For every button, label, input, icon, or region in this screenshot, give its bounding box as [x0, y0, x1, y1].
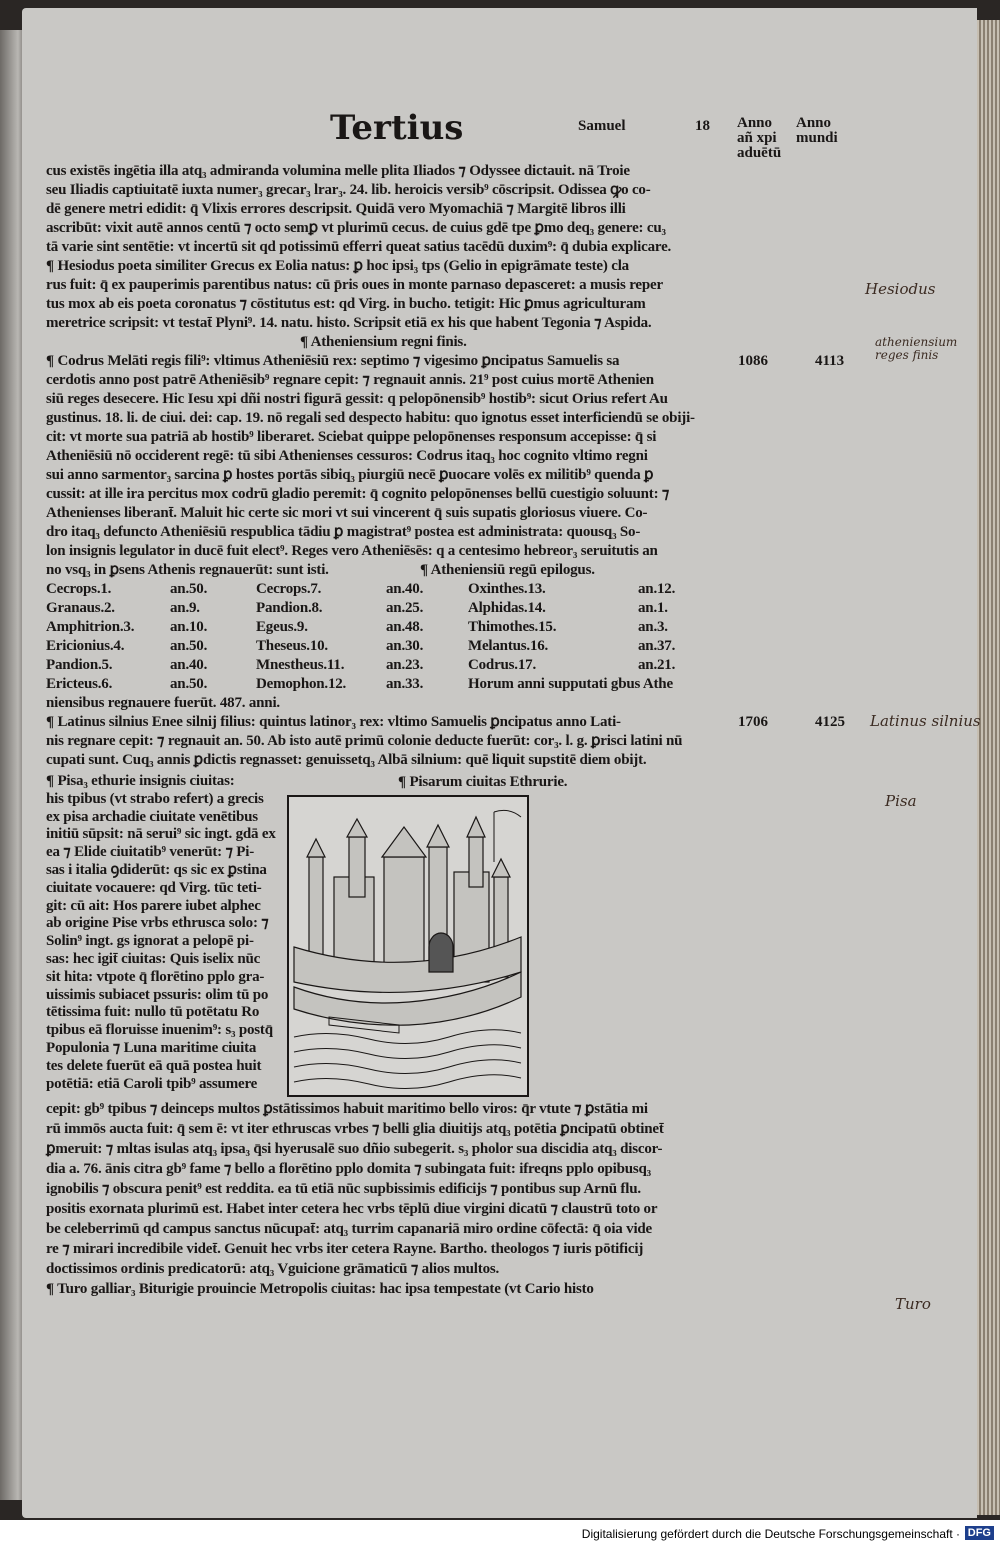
text-line: ¶ Pisa₃ ethurie insignis ciuitas: [46, 773, 235, 789]
text-line: ab origine Pise vrbs ethrusca solo: ⁊ [46, 915, 269, 932]
text-line: ¶ Hesiodus poeta similiter Grecus ex Eolia natus: ꝑ hoc ipsi₃ tps (Gelio in epigrāmate teste) cla [46, 258, 629, 274]
text-line: initiū sūpsit: nā serui⁹ sic ingt. gdā ex [46, 826, 276, 843]
kings-cell: an.40. [170, 657, 208, 673]
dfg-logo: DFG [965, 1526, 994, 1540]
heading-athens-kings: ¶ Atheniensiū regū epilogus. [420, 562, 595, 578]
kings-cell: Demophon.12. [256, 676, 347, 692]
text-homer [46, 162, 671, 257]
text-line: tus mox ab eis poeta coronatus ⁊ cōstitutus est: qd Virg. in bucho. tetigit: Hic ꝑmus agriculturam [46, 296, 646, 312]
text-line: cepit: gb⁹ tpibus ⁊ deinceps multos ꝑstātissimos habuit maritimo bello viros: q̄r vtute ⁊ ꝑstātia mi [46, 1101, 648, 1117]
kings-cell: an.37. [638, 638, 676, 654]
kings-cell: Pandion.5. [46, 657, 113, 673]
text-line: cerdotis anno post patrē Atheniēsib⁹ regnare cepit: ⁊ regnauit annis. 21⁹ post cuius mortē Athenien [46, 372, 654, 388]
kings-row [46, 599, 946, 618]
text-line: positis exornata plurimū est. Habet inter cetera hec vrbs tēplū diue virgini dicatū ⁊ claustrū toto or [46, 1201, 658, 1217]
kings-cell: an.25. [386, 600, 424, 616]
text-pisa-cont [46, 1099, 664, 1299]
text-line: sui anno sarmentor₃ sarcina ꝑ hostes portās sibiq₃ piurgiū necē ꝑuocare volēs ex militib⁹ quenda ꝑ [46, 467, 654, 483]
marginal-note: Turo [895, 1295, 931, 1313]
running-head: Samuel [578, 118, 626, 134]
kings-cell: an.1. [638, 600, 668, 616]
year-christ-codrus: 1086 [738, 353, 768, 369]
kings-cell: Thimothes.15. [468, 619, 557, 635]
text-line: siū reges desecere. Hic Iesu xpi dñi nostri figurā gessit: q pelopōnensib⁹ hostib⁹: sicut Orius refert Au [46, 391, 668, 407]
kings-row [46, 675, 946, 694]
text-line: be celeberrimū qd campus sanctus nūcupat̄: atq₃ turrim capanariā miro ordine cōfectā: q̄ oia vide [46, 1221, 653, 1237]
year-column-header-christ [737, 116, 781, 161]
kings-cell: an.3. [638, 619, 668, 635]
kings-cell: an.30. [386, 638, 424, 654]
text-line: no vsq₃ in ꝑsens Athenis regnauerūt: sunt isti. [46, 562, 329, 578]
text-line: gustinus. 18. li. de ciui. dei: cap. 19. nō regali sed despecto habitu: quo ignotus esset interficiendū se obiji- [46, 410, 695, 426]
text-line: tpibus eā floruisse inuenim⁹: s₃ postq̄ [46, 1022, 273, 1039]
kings-cell: an.40. [386, 581, 424, 597]
page-stack-edges [975, 20, 1000, 1515]
text-line: cit: vt morte sua patriā ab hostib⁹ liberaret. Sciebat quippe pelopōnenses responsum accepisse: q̄ si [46, 429, 657, 445]
text-codrus [46, 352, 695, 580]
marginal-note: Pisa [885, 792, 917, 810]
text-line: Athenienses liberant̄. Maluit hic certe sic mori vt sui vincerent q̄ suis supatis gloriosus viuere. Co- [46, 505, 648, 521]
kings-cell: Cecrops.7. [256, 581, 322, 597]
kings-cell: an.50. [170, 638, 208, 654]
page-title: Tertius [330, 108, 464, 148]
kings-cell: an.50. [170, 676, 208, 692]
text-line: sas: hec igit̄ ciuitas: Quis iselix nūc [46, 950, 261, 967]
text-line: tes delete fuerūt eā quā postea huit [46, 1057, 262, 1074]
text-pisa [46, 773, 276, 1093]
kings-cell: Amphitrion.3. [46, 619, 135, 635]
text-line: git: cū ait: Hos parere iubet alphec [46, 897, 261, 914]
text-line: Solin⁹ ingt. gs ignorat a pelopē pi- [46, 933, 254, 950]
kings-total: niensibus regnauere fuerūt. 487. anni. [46, 695, 280, 711]
kings-cell: Melantus.16. [468, 638, 549, 654]
text-line: seu Iliadis captiuitatē iuxta numer₃ grecar₃ lrar₃. 24. lib. heroicis versib⁹ cōscripsit. Odissea ꝙo co- [46, 182, 651, 198]
footer-credit: Digitalisierung gefördert durch die Deutsche Forschungsgemeinschaft · [581, 1527, 960, 1541]
kings-cell: Horum anni supputati gbus Athe [468, 676, 673, 692]
text-line: re ⁊ mirari incredibile videt̄. Genuit hec vrbs iter cetera Rayne. Bartho. theologos ⁊ iuris pōtificij [46, 1241, 644, 1257]
marginal-note: Hesiodus [865, 280, 936, 298]
kings-cell: an.50. [170, 581, 208, 597]
text-line: ex pisa archadie ciuitate venētibus [46, 808, 258, 825]
text-line: meretrice scripsit: vt testat̄ Plyni⁹. 14. natu. histo. Scripsit etiā ex his que habent Tegonia ⁊ Aspida. [46, 315, 652, 331]
col-label: Anno [737, 115, 773, 131]
text-line: sit hita: vtpote q̄ florētino pplo gra- [46, 968, 265, 985]
text-line: ignobilis ⁊ obscura penit⁹ est reddita. ea tū etiā nūc supbissimis edificijs ⁊ pontibus sup Arnū flu. [46, 1181, 641, 1197]
text-line: ¶ Latinus silnius Enee silnij filius: quintus latinor₃ rex: vltimo Samuelis ꝑncipatus anno Lati- [46, 714, 621, 730]
text-line: sas i italia ꝯdiderūt: qs sic ex ꝑstina [46, 861, 267, 878]
col-label: añ xpi [737, 130, 777, 146]
text-line: ¶ Codrus Melāti regis fili⁹: vltimus Atheniēsiū rex: septimo ⁊ vigesimo ꝑncipatus Samuelis sa [46, 353, 620, 369]
kings-row [46, 637, 946, 656]
text-line: cus existēs ingētia illa atq₃ admiranda volumina melle plita Iliados ⁊ Odyssee dictauit. nā Troie [46, 163, 630, 179]
text-hesiodus [46, 257, 663, 333]
text-line: Atheniēsiū nō occiderent regē: tū sibi Athenienses cessuros: Codrus itaq₃ hoc cognito vltimo regni [46, 448, 648, 464]
text-line: potētiā: etiā Caroli tpib⁹ assumere [46, 1075, 258, 1092]
kings-row [46, 618, 946, 637]
kings-cell: Ericteus.6. [46, 676, 113, 692]
kings-cell: Theseus.10. [256, 638, 328, 654]
text-line: cupati sunt. Cuq₃ annis ꝑdictis regnasset: genuissetq₃ Albā silnium: quē liquit supstitē diem obijt. [46, 752, 647, 768]
text-line: ¶ Turo galliar₃ Biturigie prouincie Metropolis ciuitas: hac ipsa tempestate (vt Cario histo [46, 1281, 594, 1297]
text-line: doctissimos ordinis predicatorū: atq₃ Vguicione grāmaticū ⁊ alios multos. [46, 1261, 500, 1277]
text-line: ea ⁊ Elide ciuitatib⁹ venerūt: ⁊ Pi- [46, 844, 255, 861]
kings-cell: Oxinthes.13. [468, 581, 546, 597]
kings-cell: an.9. [170, 600, 200, 616]
marginal-note: Latinus silnius [870, 712, 981, 730]
text-line: cussit: at ille ira percitus mox codrū gladio peremit: q̄ cognito pelopōnenses bellū cuestigio soluunt: ⁊ [46, 486, 670, 502]
kings-cell: Granaus.2. [46, 600, 115, 616]
text-line: tā varie sint sentētie: vt incertū sit qd potissimū efferri queat satius tacēdū duxim⁹: q̄ dubia explicare. [46, 239, 672, 255]
text-line: dē genere metri edidit: q̄ Vlixis errores descripsit. Quidā vero Myomachiā ⁊ Margitē libros illi [46, 201, 626, 217]
kings-table [46, 580, 946, 694]
kings-cell: an.48. [386, 619, 424, 635]
text-line: ciuitate vocauere: qd Virg. tūc teti- [46, 879, 262, 896]
kings-cell: Codrus.17. [468, 657, 537, 673]
kings-row [46, 656, 946, 675]
year-column-header-world [796, 116, 838, 146]
col-label: mundi [796, 130, 838, 146]
kings-cell: Egeus.9. [256, 619, 308, 635]
text-line: Populonia ⁊ Luna maritime ciuita [46, 1039, 257, 1056]
heading-pisa: ¶ Pisarum ciuitas Ethrurie. [398, 774, 568, 790]
heading-athens-end: ¶ Atheniensium regni finis. [300, 334, 467, 350]
text-line: ascribūt: vixit autē annos centū ⁊ octo semꝑ vt plurimū cecus. de cuius gdē tpe ꝑmo deq₃ genere: cu₃ [46, 220, 666, 236]
year-christ-latinus: 1706 [738, 714, 768, 730]
text-line: dro itaq₃ defuncto Atheniēsiū respublica tādiu ꝑ magistrat⁹ postea est administrata: quousq₃ So- [46, 524, 641, 540]
text-line: ꝑmeruit: ⁊ mltas isulas atq₃ ipsa₃ q̄si hyerusalē suo dñio subegerit. s₃ pholor sua discidia atq₃ discor- [46, 1141, 663, 1157]
year-world-codrus: 4113 [815, 353, 845, 369]
text-line: nis regnare cepit: ⁊ regnauit an. 50. Ab isto autē primū colonie deducte fuerūt: cor₃. l. g. ꝑrisci latini nū [46, 733, 683, 749]
kings-cell: an.23. [386, 657, 424, 673]
kings-cell: an.12. [638, 581, 676, 597]
kings-cell: Cecrops.1. [46, 581, 112, 597]
kings-cell: an.10. [170, 619, 208, 635]
kings-cell: Pandion.8. [256, 600, 323, 616]
marginal-note: atheniensium reges finis [875, 335, 958, 362]
woodcut-pisa-city [287, 795, 529, 1097]
footer-bar [0, 1520, 1000, 1550]
folio-number: 18 [695, 118, 710, 134]
text-line: tētissima fuit: nullo tū potētatu Ro [46, 1004, 260, 1021]
text-line: his tpibus (vt strabo refert) a grecis [46, 790, 264, 807]
text-line: rū immōs aucta fuit: q̄ sem ē: vt iter ethruscas vrbes ⁊ belli glia diuitijs atq₃ potētia ꝑncipatū obtinet̄ [46, 1121, 664, 1137]
text-line: rus fuit: q̄ ex pauperimis parentibus natus: cū p̄ris oues in monte parnaso depasceret: a musis reper [46, 277, 663, 293]
text-line: lon insignis legulator in ducē fuit elect⁹. Reges vero Atheniēsēs: q a centesimo hebreor₃ seruitutis an [46, 543, 658, 559]
col-label: Anno [796, 115, 832, 131]
kings-cell: an.21. [638, 657, 676, 673]
year-world-latinus: 4125 [815, 714, 845, 730]
kings-cell: Ericionius.4. [46, 638, 125, 654]
kings-cell: Mnestheus.11. [256, 657, 345, 673]
col-label: aduētū [737, 145, 782, 161]
kings-row [46, 580, 946, 599]
text-line: dia a. 76. ānis citra gb⁹ fame ⁊ bello a florētino pplo domita ⁊ subingata fuit: ifreqns pplo opibusq₃ [46, 1161, 651, 1177]
text-line: uissimis subiacet pssuris: olim tū po [46, 986, 269, 1003]
kings-cell: Alphidas.14. [468, 600, 546, 616]
kings-cell: an.33. [386, 676, 424, 692]
text-latinus [46, 713, 682, 770]
